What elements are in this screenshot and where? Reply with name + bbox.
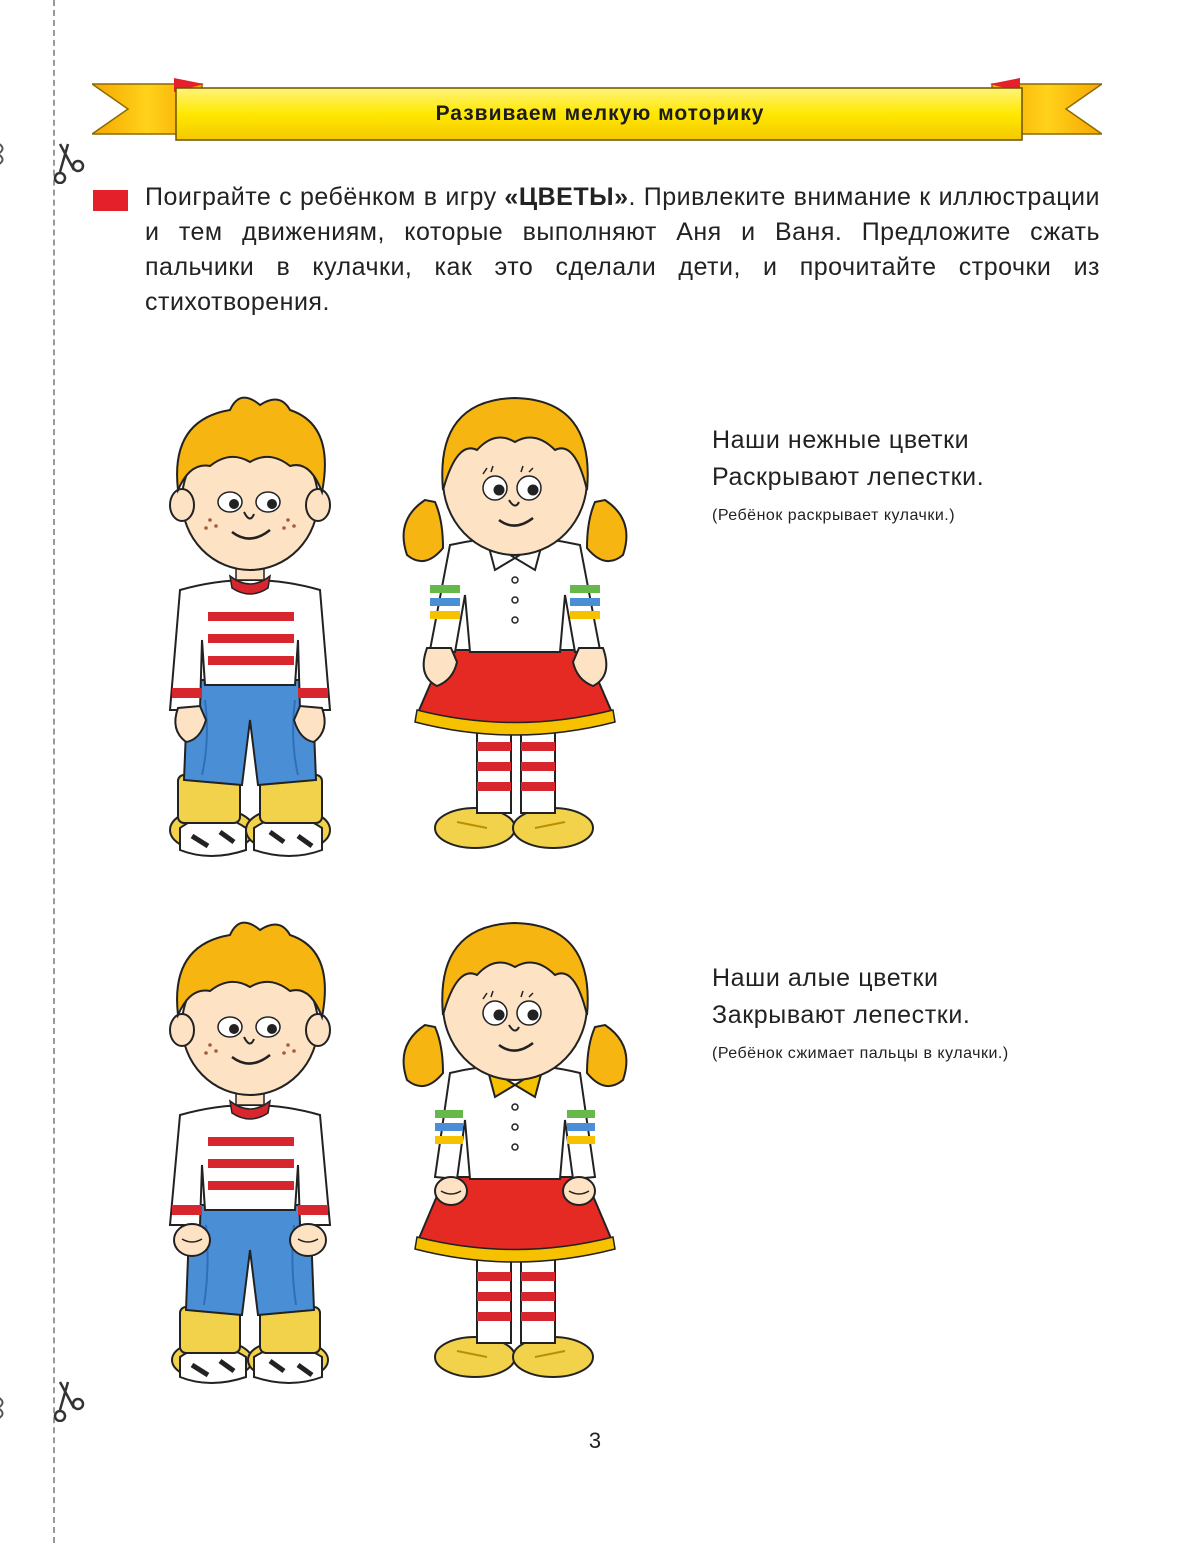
game-name: «ЦВЕТЫ» (504, 183, 629, 211)
poem-line: Раскрывают лепестки. (712, 463, 985, 491)
scissors-icon (52, 140, 92, 184)
poem-line: Наши нежные цветки (712, 426, 970, 454)
poem-line: Закрывают лепестки. (712, 1001, 971, 1029)
poem-note: (Ребёнок сжимает пальцы в кулачки.) (712, 1045, 1009, 1062)
task-bullet (93, 190, 128, 211)
boy-fists-illustration (150, 905, 350, 1395)
cut-line (53, 0, 55, 1543)
girl-fists-illustration (395, 905, 635, 1385)
instruction-text: Поиграйте с ребёнком в игру (145, 183, 505, 211)
poem-verse-open (712, 422, 1132, 528)
task-instructions (145, 180, 1100, 320)
poem-verse-close (712, 960, 1132, 1066)
scissors-icon (52, 1378, 92, 1422)
poem-line: Наши алые цветки (712, 964, 939, 992)
instruction-text-continued: . Привлеките внимание к иллюстрации и тем движениям, которые выполняют Аня и Ваня. Предложите сжать пальчики в кулачки, как это сделали дети, и прочитайте строчки из стихотворения. (145, 183, 1100, 316)
page-number: 3 (588, 1428, 602, 1453)
cut-edge-mark-icon (0, 1392, 12, 1422)
page-title: Развиваем мелкую моторику (435, 102, 765, 125)
girl-open-hands-illustration (395, 380, 635, 860)
boy-open-hands-illustration (150, 380, 350, 870)
cut-edge-mark-icon (0, 138, 12, 168)
poem-note: (Ребёнок раскрывает кулачки.) (712, 507, 956, 524)
